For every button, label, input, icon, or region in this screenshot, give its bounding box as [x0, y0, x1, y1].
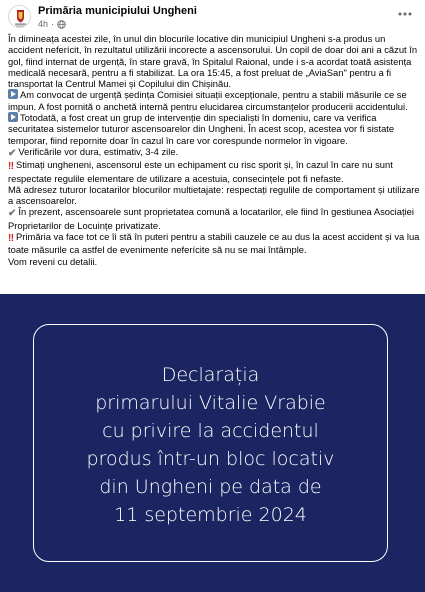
play-button-emoji-icon: [8, 89, 18, 99]
globe-icon: [57, 20, 66, 29]
declaration-line: cu privire la accidentul: [102, 420, 319, 442]
post-image[interactable]: [0, 294, 425, 592]
double-exclamation-emoji-icon: ‼: [8, 161, 15, 173]
declaration-line: din Ungheni pe data de: [99, 476, 322, 498]
post-paragraph: [8, 159, 421, 184]
page-author-link[interactable]: Primăria municipiului Ungheni: [38, 5, 197, 17]
post-time[interactable]: 4h: [38, 19, 49, 29]
paragraph-text: Am convocat de urgență ședința Comisiei situații excepționale, pentru a stabili măsurile ce se impun. A fost pornită o anchetă internă pentru elucidarea circumstanțelor producerii accidentului.: [8, 89, 408, 112]
meta-separator: ·: [51, 19, 55, 29]
paragraph-text: Stimați ungheneni, ascensorul este un echipament cu risc sporit și, în cazul în care nu sunt respectate regulile elementare de utilizare a acestuia, consecințele pot fi nefaste.: [8, 159, 393, 184]
check-mark-emoji-icon: ✔: [8, 147, 17, 159]
declaration-title: [34, 361, 387, 529]
check-mark-emoji-icon: ✔: [8, 208, 17, 220]
post-paragraph: [8, 231, 421, 256]
paragraph-text: Totodată, a fost creat un grup de intervenție din specialiști în domeniu, care va verifica securitatea sistemelor tuturor ascensoarelor din Ungheni. În acest scop, acestea vor fi sistate temporar, fiind repornite doar în cazul în care vor corespunde normelor în vigoare.: [8, 112, 395, 146]
declaration-line: Declarația: [161, 364, 260, 386]
paragraph-text: În dimineața acestei zile, în unul din blocurile locative din municipiul Ungheni s-a produs un accident neferícit, în rezultatul utilizării incorecte a ascensorului. Un copil de doar doi ani a căzut în gol, fiind internat de urgență, în stare gravă, în Spitalul Raional, unde i s-a acordat toată asistența medicală necesară, pentru a fi stabilizat. La ora 15:45, a fost preluat de „AviaSan" pentru a fi transportat la Centrul Mamei și Copilului din Chișinău.: [8, 33, 418, 90]
post-paragraph: [8, 33, 421, 89]
post-paragraph: [8, 146, 421, 159]
post-header: [0, 0, 425, 34]
avatar[interactable]: [8, 5, 31, 28]
post-message: [8, 33, 421, 267]
post-meta: [38, 19, 66, 29]
more-options-button[interactable]: [395, 6, 415, 22]
paragraph-text: Verificările vor dura, estimativ, 3-4 zile.: [18, 145, 179, 157]
post-paragraph: [8, 206, 421, 231]
paragraph-text: Mă adresez tuturor locatarilor blocurilor multietajate: respectați regulile de comportament și utilizare a ascensoarelor.: [8, 183, 420, 207]
play-button-emoji-icon: [8, 112, 18, 122]
paragraph-text: Vom reveni cu detalii.: [8, 255, 98, 267]
post-paragraph: [8, 112, 421, 146]
post-paragraph: [8, 89, 421, 112]
declaration-line: primarului Vitalie Vrabie: [95, 392, 326, 414]
double-exclamation-emoji-icon: ‼: [8, 233, 15, 245]
declaration-line: 11 septembrie 2024: [114, 504, 307, 526]
declaration-line: produs într-un bloc locativ: [86, 448, 335, 470]
post-paragraph: [8, 184, 421, 207]
paragraph-text: În prezent, ascensoarele sunt proprietatea comună a locatarilor, ele fiind în gestiunea Asociației Proprietarilor de Locuințe privatizate.: [8, 206, 414, 231]
more-icon: [398, 12, 412, 16]
declaration-frame: [33, 324, 388, 562]
post-paragraph: [8, 256, 421, 267]
city-crest-icon: [9, 6, 31, 28]
paragraph-text: Primăria va face tot ce îi stă în puteri pentru a stabili cauzele ce au dus la acest accident și va lua toate măsurile ca astfel de evenimente neferícite să nu se mai întâmple.: [8, 231, 420, 256]
